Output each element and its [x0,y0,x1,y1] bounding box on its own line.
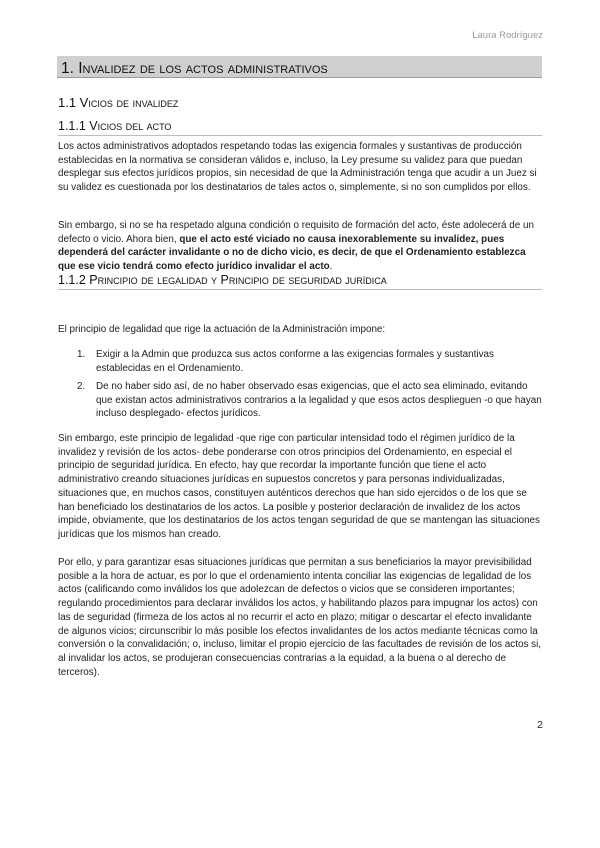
paragraph-defect-end: . [329,261,333,273]
list-item [77,348,544,375]
header-author: Laura Rodríguez [472,30,543,41]
page-number: 2 [537,719,543,731]
subsection-heading-vicios: 1.1.1 Vicios del acto [58,119,542,136]
list-item [77,380,544,421]
paragraph-defect-emphasis: que el acto esté viciado no causa inexorablemente su invalidez, pues dependerá del carácter invalidante o no de dicho vicio, es decir, de que el Ordenamiento establezca que ese vicio tendrá como efecto jurídico invalidar el acto [58,233,526,273]
paragraph-defect [58,219,544,274]
section-heading: 1.1 Vicios de invalidez [58,95,179,110]
list-item-text: De no haber sido así, de no haber observado esas exigencias, que el acto sea eliminado, evitando que existan actos administrativos contrarios a la legalidad y que esos actos desplieguen -o que hayan incluso desplegado- efectos jurídicos. [96,381,542,420]
paragraph-defect-text: Sin embargo, si no se ha respetado alguna condición o requisito de formación del acto, éste adolecerá de un defecto o vicio. Ahora bien, [58,220,534,245]
paragraph-intro: El principio de legalidad que rige la actuación de la Administración impone: [58,324,386,335]
subsection-heading-principles: 1.1.2 Principio de legalidad y Principio de seguridad jurídica [58,273,542,290]
paragraph-security: Por ello, y para garantizar esas situaciones jurídicas que permitan a sus beneficiarios la mayor previsibilidad posible a la hora de actuar, es por lo que el ordenamiento intenta conciliar las exigencias de legalidad de los actos (calificando como inválidos los que adolezcan de defectos o vicios que se consideren importantes; regulando procedimientos para declarar inválidos los actos, y habilitando plazos para impugnar los actos) con las de seguridad (firmeza de los actos al no recurrir el acto en plazo; mitigar o descartar el efecto invalidante de algunos vicios; circunscribir lo más posible los efectos invalidantes de los actos mediante técnicas como la conversión o la convalidación; o, incluso, limitar el propio ejercicio de las facultades de revisión de los actos si, al invalidar los actos, se produjeran consecuencias contrarias a la equidad, a la buena o al derecho de terceros). [58,557,542,678]
list-item-text: Exigir a la Admin que produzca sus actos conforme a las exigencias formales y sustantivas establecidas en el Ordenamiento. [96,349,494,374]
paragraph-legality: Sin embargo, este principio de legalidad -que rige con particular intensidad todo el régimen jurídico de la invalidez y revisión de los actos- debe ponderarse con otros principios del Ordenamiento, en especial el principio de seguridad jurídica. En efecto, hay que recordar la importante función que tiene el acto administrativo creando situaciones jurídicas en supuestos concretos y para personas individualizadas, situaciones que, en muchos casos, constituyen auténticos derechos que han sido ejercidos o de los que se han beneficiado los destinatarios de los actos. La posible y posterior declaración de invalidez de los actos impide, obviamente, que los destinatarios de los actos tengan seguridad de que se mantengan las situaciones jurídicas que los mismos han creado. [58,433,540,540]
list-item-number: 1. [77,349,86,360]
list-item-number: 2. [77,381,86,392]
chapter-title: 1. Invalidez de los actos administrativos [57,56,542,78]
paragraph-validity: Los actos administrativos adoptados respetando todas las exigencia formales y sustantivas de producción establecidas en la normativa se consideran válidos e, incluso, la Ley presume su validez para que puedan desplegar sus efectos jurídicos propios, sin necesidad de que la Administración tenga que acudir a un Juez si su validez es cuestionada por los destinatarios de tales actos o, simplemente, si no son cumplidos por ellos. [58,141,537,194]
